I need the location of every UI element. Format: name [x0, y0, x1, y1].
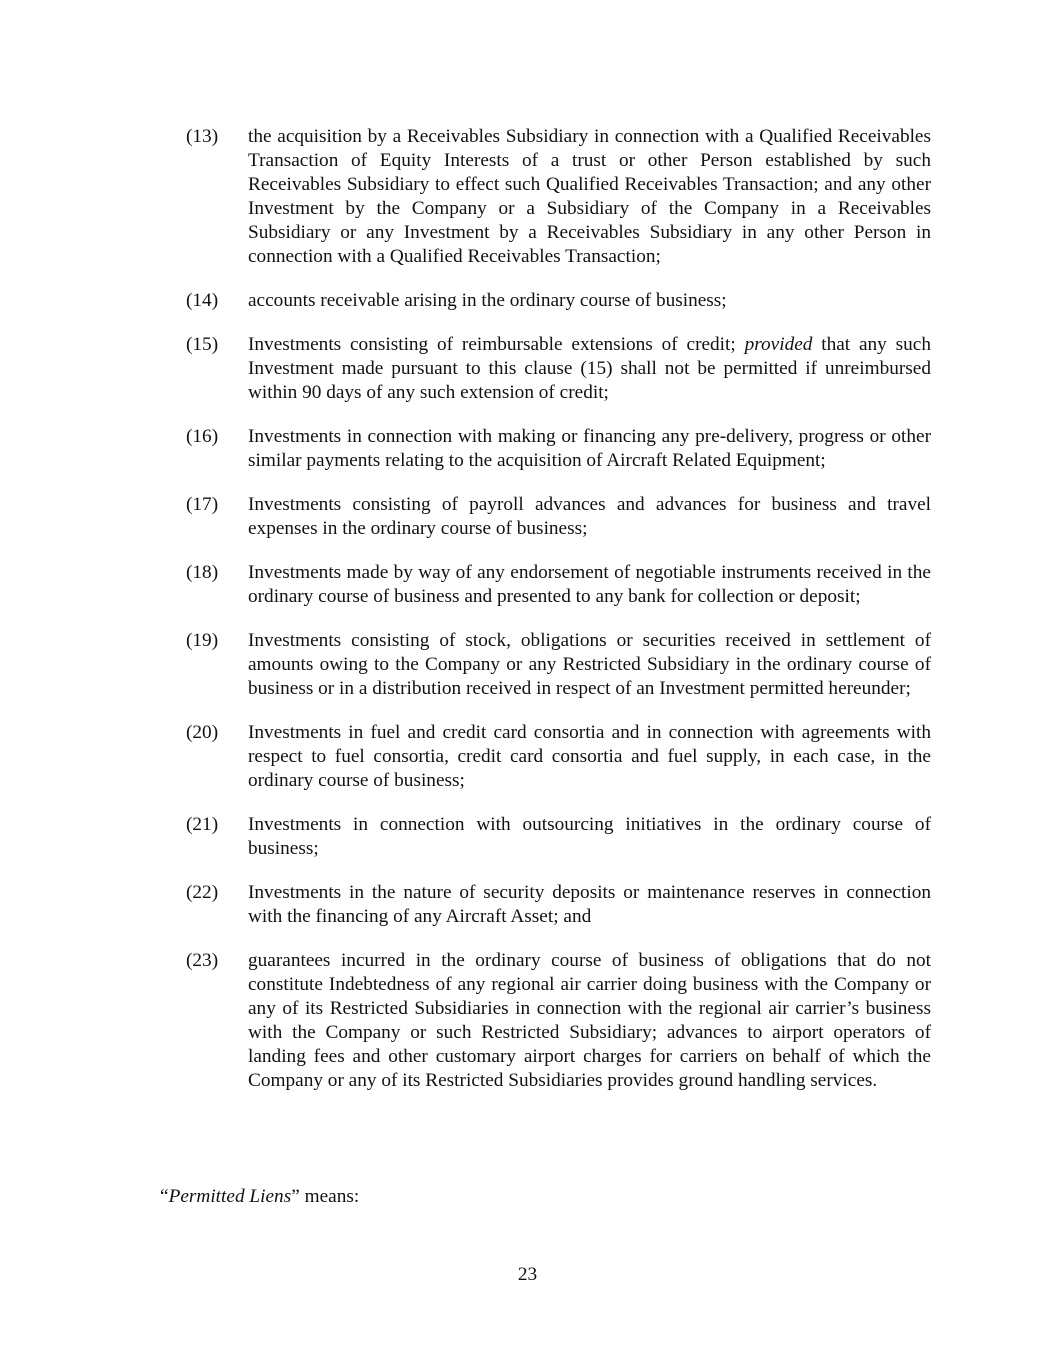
definition-rest: ” means: [291, 1186, 360, 1207]
clause-text-italic: provided [744, 334, 813, 355]
clause-text: Investments made by way of any endorsement of negotiable instruments received in the ordinary course of business and presented to any bank for collection or deposit; [248, 562, 931, 607]
clause-list [186, 125, 931, 1113]
clause-19 [186, 629, 931, 701]
clause-number: (16) [186, 426, 219, 447]
clause-15 [186, 333, 931, 405]
clause-text: Investments in fuel and credit card consortia and in connection with agreements with respect to fuel consortia, credit card consortia and fuel supply, in each case, in the ordinary course of business; [248, 722, 931, 791]
clause-text: Investments consisting of stock, obligations or securities received in settlement of amounts owing to the Company or any Restricted Subsidiary in the ordinary course of business or in a distribution received in respect of an Investment permitted hereunder; [248, 630, 931, 699]
clause-text: Investments in the nature of security deposits or maintenance reserves in connection with the financing of any Aircraft Asset; and [248, 882, 931, 927]
clause-number: (20) [186, 722, 219, 743]
clause-text: Investments in connection with making or financing any pre-delivery, progress or other similar payments relating to the acquisition of Aircraft Related Equipment; [248, 426, 931, 471]
definition-heading [160, 1185, 905, 1209]
clause-number: (23) [186, 950, 219, 971]
clause-number: (19) [186, 630, 219, 651]
clause-number: (14) [186, 290, 219, 311]
clause-text: guarantees incurred in the ordinary course of business of obligations that do not constitute Indebtedness of any regional air carrier doing business with the Company or any of its Restricted Subsidiaries in connection with the regional air carrier’s business with the Company or such Restricted Subsidiary; advances to airport operators of landing fees and other customary airport charges for carriers on behalf of which the Company or any of its Restricted Subsidiaries provides ground handling services. [248, 950, 931, 1091]
clause-text: Investments in connection with outsourcing initiatives in the ordinary course of business; [248, 814, 931, 859]
clause-22 [186, 881, 931, 929]
clause-text: the acquisition by a Receivables Subsidiary in connection with a Qualified Receivables Transaction of Equity Interests of a trust or other Person established by such Receivables Subsidiary to effect such Qualified Receivables Transaction; and any other Investment by the Company or a Subsidiary of the Company in a Receivables Subsidiary or any Investment by a Receivables Subsidiary in any other Person in connection with a Qualified Receivables Transaction; [248, 126, 931, 267]
clause-text-before: Investments consisting of reimbursable extensions of credit; [248, 334, 745, 355]
clause-23 [186, 949, 931, 1093]
clause-21 [186, 813, 931, 861]
clause-text: accounts receivable arising in the ordinary course of business; [248, 290, 727, 311]
clause-17 [186, 493, 931, 541]
clause-20 [186, 721, 931, 793]
clause-13 [186, 125, 931, 269]
clause-text: Investments consisting of payroll advances and advances for business and travel expenses in the ordinary course of business; [248, 494, 931, 539]
clause-text-after: that any such Investment made pursuant to this clause (15) shall not be permitted if unreimbursed within 90 days of any such extension of credit; [248, 334, 931, 403]
clause-number: (22) [186, 882, 219, 903]
clause-number: (15) [186, 334, 219, 355]
clause-number: (18) [186, 562, 219, 583]
definition-open-quote: “ [160, 1186, 169, 1207]
clause-number: (13) [186, 126, 219, 147]
clause-number: (17) [186, 494, 219, 515]
page-number: 23 [517, 1264, 538, 1285]
clause-text [248, 333, 931, 405]
clause-18 [186, 561, 931, 609]
clause-number: (21) [186, 814, 219, 835]
clause-14 [186, 289, 931, 313]
definition-term: Permitted Liens [168, 1186, 292, 1207]
clause-16 [186, 425, 931, 473]
